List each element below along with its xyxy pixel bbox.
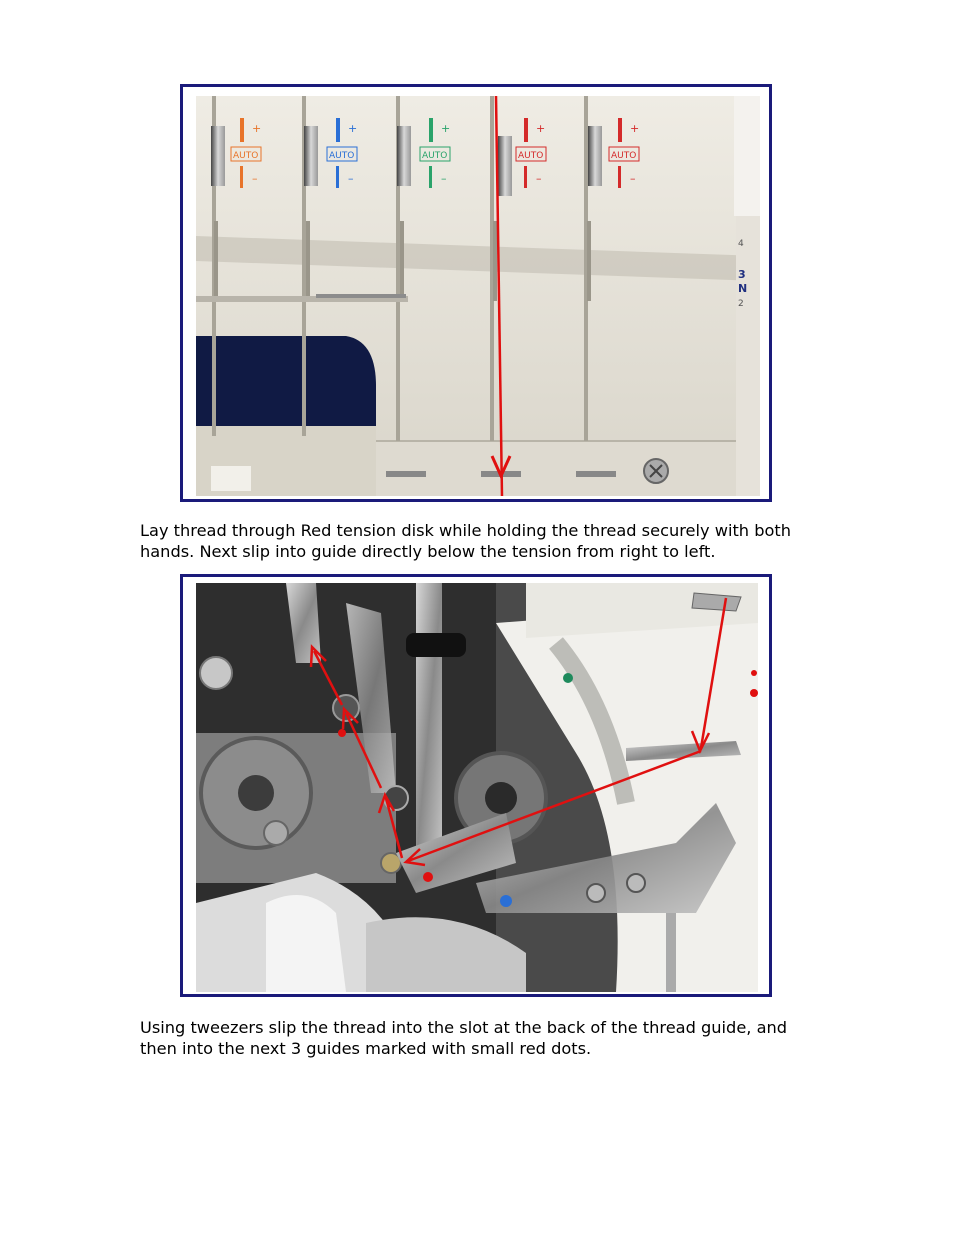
tension-1-minus: – bbox=[252, 172, 258, 185]
tension-4-plus: + bbox=[536, 122, 546, 135]
tension-5-plus: + bbox=[630, 122, 640, 135]
thread-guides-photo-frame bbox=[180, 574, 772, 997]
tension-dials-photo bbox=[196, 96, 760, 496]
dial-mark-3: 3 bbox=[738, 268, 746, 281]
tension-1-plus: + bbox=[252, 122, 262, 135]
tension-4-minus: – bbox=[536, 172, 542, 185]
tension-2-plus: + bbox=[348, 122, 358, 135]
thread-guides-photo bbox=[196, 583, 758, 992]
tension-5-auto: AUTO bbox=[611, 151, 637, 161]
tension-dials-photo-frame bbox=[180, 84, 772, 502]
tension-2-auto: AUTO bbox=[329, 151, 355, 161]
tension-2-minus: – bbox=[348, 172, 354, 185]
tension-3-auto: AUTO bbox=[422, 151, 448, 161]
dial-mark-4: 4 bbox=[738, 239, 744, 249]
tension-3-minus: – bbox=[441, 172, 447, 185]
caption-tension-disk: Lay thread through Red tension disk while holding the thread securely with both hands. Next slip into guide directly below the tension from right to left. bbox=[140, 521, 791, 561]
tension-3-plus: + bbox=[441, 122, 451, 135]
tension-5-minus: – bbox=[630, 172, 636, 185]
tension-4-auto: AUTO bbox=[518, 151, 544, 161]
tension-1-auto: AUTO bbox=[233, 151, 259, 161]
caption-thread-guides: Using tweezers slip the thread into the slot at the back of the thread guide, and then into the next 3 guides marked with small red dots. bbox=[140, 1018, 788, 1058]
dial-mark-2: 2 bbox=[738, 299, 744, 309]
dial-mark-n: N bbox=[738, 282, 748, 295]
